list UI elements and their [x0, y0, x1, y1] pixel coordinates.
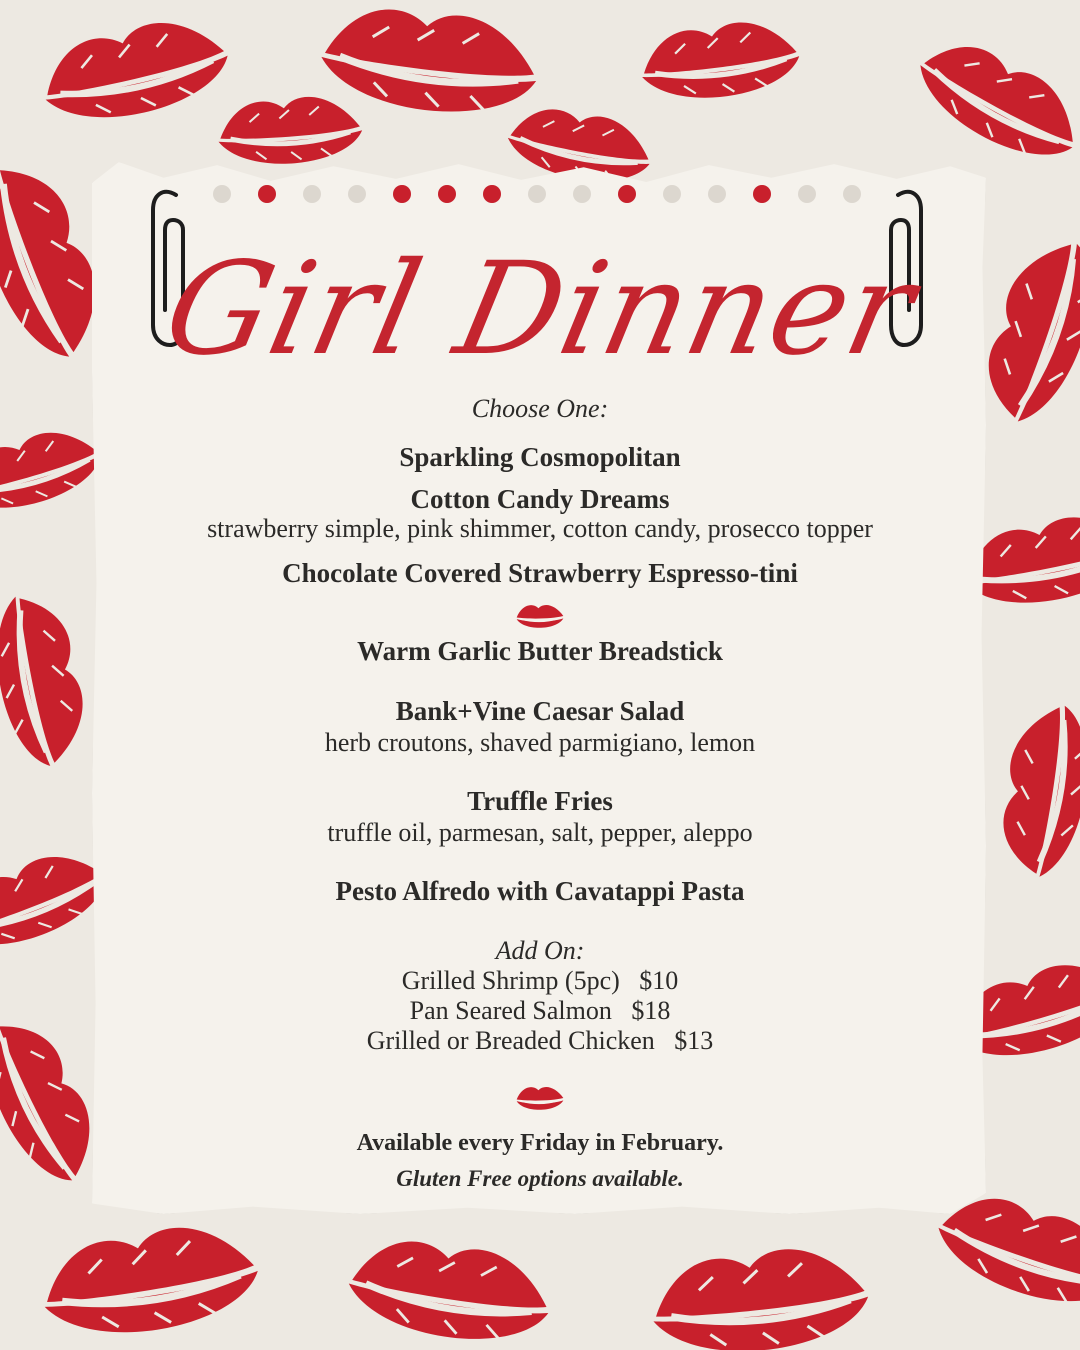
- course-item-name: Truffle Fries: [467, 786, 613, 816]
- add-on-item: Grilled Shrimp (5pc) $10: [401, 966, 679, 995]
- drink-item-name: Sparkling Cosmopolitan: [399, 442, 681, 472]
- drinks-heading: Choose One:: [471, 394, 609, 423]
- add-on-heading: Add On:: [495, 936, 585, 965]
- add-on-item: Pan Seared Salmon $18: [409, 996, 671, 1025]
- availability-note: Available every Friday in February.: [356, 1130, 724, 1156]
- course-item-desc: truffle oil, parmesan, salt, pepper, aleppo: [327, 818, 753, 847]
- gluten-free-note: Gluten Free options available.: [396, 1166, 684, 1191]
- course-item-name: Pesto Alfredo with Cavatappi Pasta: [335, 876, 745, 906]
- drink-item-name: Chocolate Covered Strawberry Espresso-tini: [282, 558, 798, 588]
- drink-item-name: Cotton Candy Dreams: [410, 484, 670, 514]
- drink-item-desc: strawberry simple, pink shimmer, cotton candy, prosecco topper: [207, 514, 873, 543]
- menu-body: [92, 0, 988, 1350]
- course-item-name: Warm Garlic Butter Breadstick: [357, 636, 723, 666]
- lipstick-kiss-icon: [92, 1080, 988, 1121]
- lipstick-kiss-icon: [92, 598, 988, 639]
- add-on-item: Grilled or Breaded Chicken $13: [366, 1026, 714, 1055]
- menu-title: Girl Dinner: [153, 235, 928, 384]
- course-item-name: Bank+Vine Caesar Salad: [395, 696, 685, 726]
- course-item-desc: herb croutons, shaved parmigiano, lemon: [324, 728, 756, 757]
